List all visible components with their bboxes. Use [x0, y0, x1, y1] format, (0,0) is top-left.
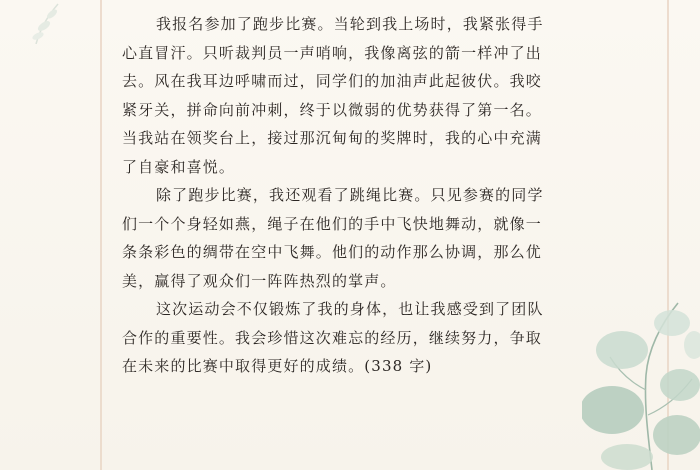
essay-text	[122, 10, 592, 381]
left-border-line	[100, 0, 102, 470]
text-line: 条条彩色的绸带在空中飞舞。他们的动作那么协调，那么优	[122, 243, 542, 261]
sprig-icon	[28, 0, 68, 44]
text-line: 除了跑步比赛，我还观看了跳绳比赛。只见参赛的同学	[156, 186, 544, 204]
text-line: 美，赢得了观众们一阵阵热烈的掌声。	[122, 271, 397, 290]
text-line: 心直冒汗。只听裁判员一声哨响，我像离弦的箭一样冲了出	[122, 43, 542, 62]
text-line: 这次运动会不仅锻炼了我的身体，也让我感受到了团队	[156, 300, 544, 318]
text-line: 合作的重要性。我会珍惜这次难忘的经历，继续努力，争取	[122, 328, 542, 347]
text-line: 我报名参加了跑步比赛。当轮到我上场时，我紧张得手	[156, 15, 544, 33]
paragraph	[122, 10, 592, 181]
text-line: 了自豪和喜悦。	[122, 157, 236, 176]
text-line: 紧牙关，拼命向前冲刺，终于以微弱的优势获得了第一名。	[122, 100, 542, 119]
text-line: 在未来的比赛中取得更好的成绩。(338 字)	[122, 357, 433, 375]
text-line: 去。风在我耳边呼啸而过，同学们的加油声此起彼伏。我咬	[122, 72, 542, 90]
text-line: 们一个个身轻如燕，绳子在他们的手中飞快地舞动，就像一	[122, 214, 542, 233]
paragraph	[122, 295, 592, 381]
paragraph	[122, 181, 592, 295]
text-line: 当我站在领奖台上，接过那沉甸甸的奖牌时，我的心中充满	[122, 129, 542, 147]
eucalyptus-leaves-icon	[582, 295, 700, 470]
